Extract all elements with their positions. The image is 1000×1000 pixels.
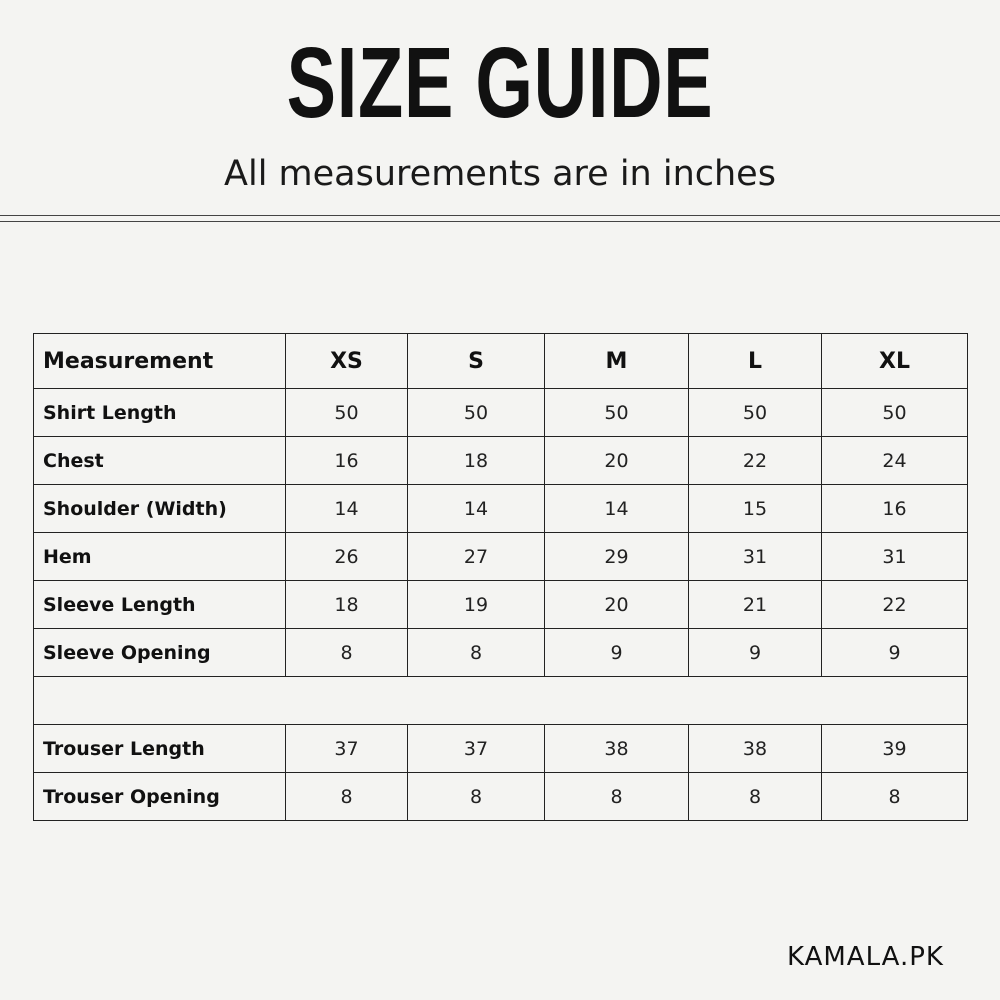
row-label: Shoulder (Width) — [34, 485, 286, 533]
row-label: Trouser Opening — [34, 773, 286, 821]
table-row-shoulder — [34, 485, 968, 533]
table-row-trouser-opening — [34, 773, 968, 821]
column-header-l: L — [689, 334, 822, 389]
table-cell: 16 — [822, 485, 968, 533]
table-cell: 18 — [408, 437, 545, 485]
table-row-sleeve-opening — [34, 629, 968, 677]
column-header-s: S — [408, 334, 545, 389]
table-cell: 50 — [822, 389, 968, 437]
row-label: Shirt Length — [34, 389, 286, 437]
table-cell: 14 — [286, 485, 408, 533]
table-cell: 14 — [545, 485, 689, 533]
table-row-chest — [34, 437, 968, 485]
table-cell: 16 — [286, 437, 408, 485]
table-cell: 39 — [822, 725, 968, 773]
row-label: Sleeve Length — [34, 581, 286, 629]
table-cell: 9 — [689, 629, 822, 677]
row-label: Hem — [34, 533, 286, 581]
column-header-xs: XS — [286, 334, 408, 389]
table-row-sleeve-length — [34, 581, 968, 629]
table-cell: 50 — [545, 389, 689, 437]
column-header-measurement: Measurement — [34, 334, 286, 389]
table-cell: 50 — [286, 389, 408, 437]
table-cell: 19 — [408, 581, 545, 629]
table-cell: 31 — [822, 533, 968, 581]
table-cell: 50 — [408, 389, 545, 437]
table-cell: 22 — [822, 581, 968, 629]
table-cell: 15 — [689, 485, 822, 533]
table-cell: 20 — [545, 581, 689, 629]
row-label: Sleeve Opening — [34, 629, 286, 677]
table-cell: 8 — [286, 629, 408, 677]
size-table — [33, 333, 968, 821]
column-header-xl: XL — [822, 334, 968, 389]
table-cell: 26 — [286, 533, 408, 581]
table-cell: 29 — [545, 533, 689, 581]
table-cell: 38 — [545, 725, 689, 773]
table-row-shirt-length — [34, 389, 968, 437]
table-cell: 8 — [408, 629, 545, 677]
table-cell: 8 — [545, 773, 689, 821]
divider-bottom — [0, 221, 1000, 222]
divider-top — [0, 215, 1000, 216]
table-cell: 31 — [689, 533, 822, 581]
table-cell: 8 — [689, 773, 822, 821]
table-cell: 37 — [408, 725, 545, 773]
table-cell: 50 — [689, 389, 822, 437]
page-title: SIZE GUIDE — [286, 27, 714, 139]
table-cell: 27 — [408, 533, 545, 581]
empty-cell — [34, 677, 968, 725]
table-row-hem — [34, 533, 968, 581]
column-header-m: M — [545, 334, 689, 389]
table-cell: 37 — [286, 725, 408, 773]
table-cell: 8 — [286, 773, 408, 821]
table-cell: 38 — [689, 725, 822, 773]
table-cell: 18 — [286, 581, 408, 629]
table-cell: 21 — [689, 581, 822, 629]
table-cell: 8 — [822, 773, 968, 821]
page-subtitle: All measurements are in inches — [224, 154, 776, 194]
table-cell: 9 — [822, 629, 968, 677]
table-row-trouser-length — [34, 725, 968, 773]
table-header-row — [34, 334, 968, 389]
table-cell: 9 — [545, 629, 689, 677]
brand-name: KAMALA.PK — [786, 942, 944, 972]
table-cell: 24 — [822, 437, 968, 485]
table-cell: 20 — [545, 437, 689, 485]
table-cell: 14 — [408, 485, 545, 533]
table-cell: 22 — [689, 437, 822, 485]
row-label: Chest — [34, 437, 286, 485]
table-spacer-row — [34, 677, 968, 725]
table-cell: 8 — [408, 773, 545, 821]
row-label: Trouser Length — [34, 725, 286, 773]
